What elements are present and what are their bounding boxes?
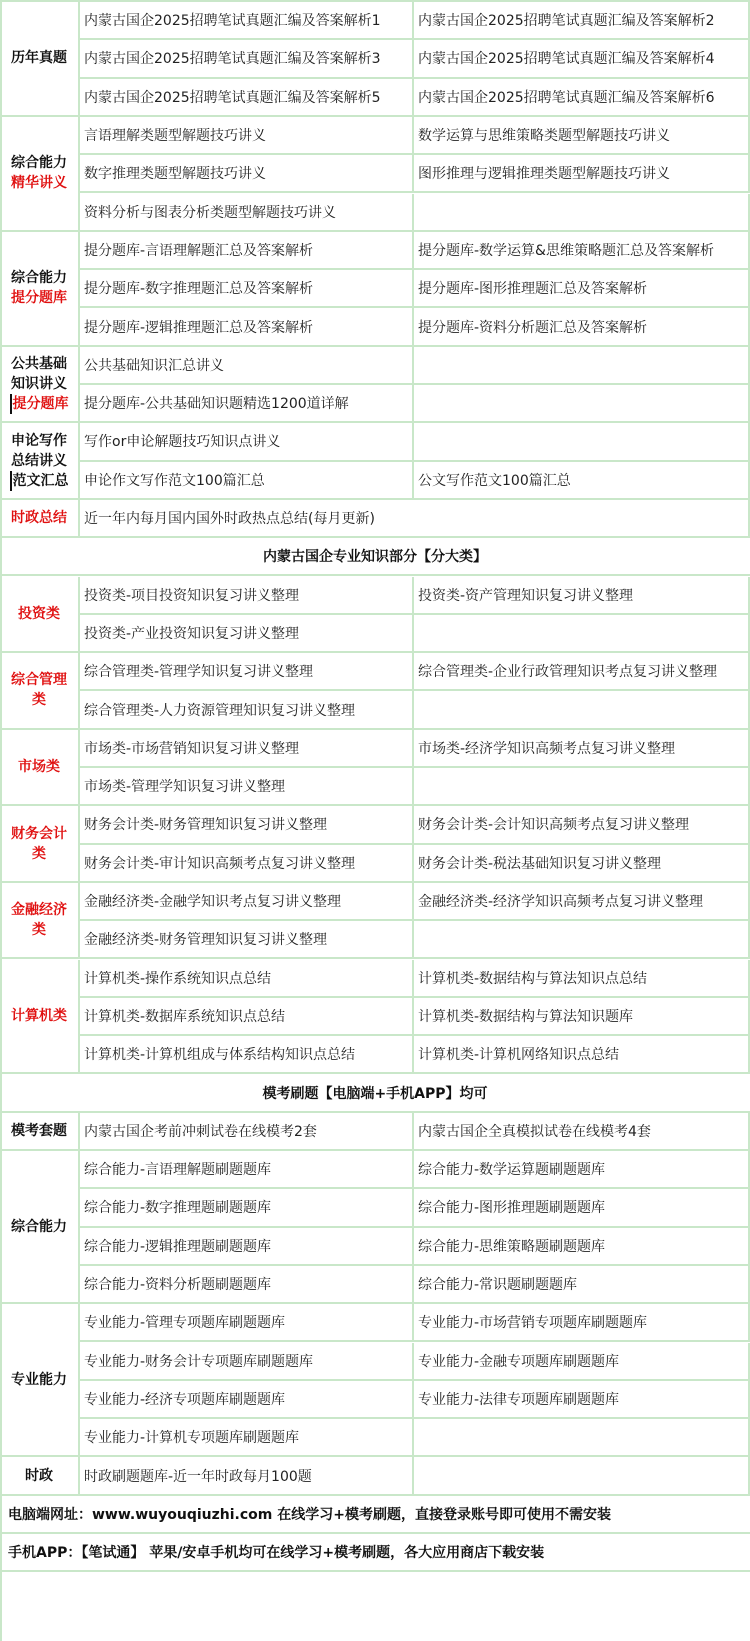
- resource-link-text: 金融经济类-经济学知识高频考点复习讲义整理: [418, 894, 704, 911]
- resource-link-text: 综合能力-数学运算题刷题题库: [418, 1162, 606, 1179]
- table-row: [0, 40, 750, 78]
- resource-link[interactable]: [414, 462, 750, 500]
- category-label-line: 类: [32, 922, 46, 939]
- resource-link[interactable]: [414, 1381, 750, 1419]
- resource-link-text: 内蒙古国企考前冲刺试卷在线模考2套: [84, 1123, 317, 1140]
- resource-link[interactable]: [80, 845, 414, 883]
- resource-link-text: 内蒙古国企2025招聘笔试真题汇编及答案解析5: [84, 89, 381, 106]
- empty-cell: [414, 768, 750, 806]
- table-row: [0, 1228, 750, 1266]
- table-row: [0, 1036, 750, 1074]
- resource-link-text: 财务会计类-审计知识高频考点复习讲义整理: [84, 855, 356, 872]
- resource-link[interactable]: [414, 806, 750, 844]
- section-title-professional: 内蒙古国企专业知识部分【分大类】: [0, 538, 750, 576]
- resource-link[interactable]: [414, 1036, 750, 1074]
- resource-link-text: 金融经济类-财务管理知识复习讲义整理: [84, 932, 328, 949]
- resource-link[interactable]: [80, 1343, 414, 1381]
- resource-link[interactable]: [414, 232, 750, 270]
- empty-cell: [414, 385, 750, 423]
- resource-link-text: 计算机类-数据库系统知识点总结: [84, 1008, 286, 1025]
- resource-link-text: 公共基础知识汇总讲义: [84, 357, 224, 374]
- table-row: [0, 1343, 750, 1381]
- empty-cell: [414, 1457, 750, 1495]
- resource-link-text: 提分题库-图形推理题汇总及答案解析: [418, 281, 648, 298]
- resource-link[interactable]: [80, 232, 414, 270]
- category-label-line: 类: [32, 845, 46, 862]
- resource-link[interactable]: [80, 730, 414, 768]
- resource-link-text: 内蒙古国企2025招聘笔试真题汇编及答案解析1: [84, 13, 381, 30]
- category-label-line: 金融经济: [11, 902, 67, 919]
- empty-cell: [414, 347, 750, 385]
- resource-link[interactable]: [80, 308, 414, 346]
- resource-link-text: 计算机类-数据结构与算法知识题库: [418, 1008, 634, 1025]
- category-label-line: 综合能力: [11, 155, 67, 172]
- resource-link[interactable]: [80, 79, 414, 117]
- category-label-line: 提分题库: [11, 290, 67, 307]
- resource-link[interactable]: [414, 1343, 750, 1381]
- resource-link[interactable]: [80, 1189, 414, 1227]
- resource-link[interactable]: [414, 1228, 750, 1266]
- table-row: [0, 730, 750, 768]
- resource-link[interactable]: [80, 1151, 414, 1189]
- table-row: [0, 347, 750, 385]
- resource-link-text: 计算机类-计算机组成与体系结构知识点总结: [84, 1047, 356, 1064]
- resource-link[interactable]: [80, 347, 414, 385]
- resource-link-text: 资料分析与图表分析类题型解题技巧讲义: [84, 204, 336, 221]
- resource-link[interactable]: [80, 1457, 414, 1495]
- table-row: [0, 960, 750, 998]
- table-row: [0, 270, 750, 308]
- category-label-line: 范文汇总: [10, 471, 69, 491]
- resource-link-text: 专业能力-财务会计专项题库刷题题库: [84, 1353, 314, 1370]
- resource-link[interactable]: [80, 1304, 414, 1342]
- resource-link-text: 投资类-项目投资知识复习讲义整理: [84, 587, 300, 604]
- category-label-line: 精华讲义: [11, 175, 67, 192]
- resource-link[interactable]: [414, 1266, 750, 1304]
- resource-link[interactable]: [414, 1304, 750, 1342]
- category-label-line: 类: [32, 692, 46, 709]
- resource-link-text: 专业能力-法律专项题库刷题题库: [418, 1391, 620, 1408]
- empty-cell: [414, 423, 750, 461]
- resource-link[interactable]: [414, 1151, 750, 1189]
- resource-link[interactable]: [414, 1113, 750, 1151]
- table-row: [0, 1189, 750, 1227]
- resource-link-text: 公文写作范文100篇汇总: [418, 472, 571, 489]
- resource-link[interactable]: [80, 2, 414, 40]
- resource-link[interactable]: [80, 1419, 414, 1457]
- resource-link[interactable]: [80, 500, 750, 538]
- resource-link-text: 综合能力-常识题刷题题库: [418, 1277, 578, 1294]
- table-row: [0, 768, 750, 806]
- resource-link-text: 专业能力-市场营销专项题库刷题题库: [418, 1315, 648, 1332]
- resource-link[interactable]: [80, 194, 414, 232]
- category-label-line: 时政: [25, 1467, 53, 1484]
- category-label-line: 专业能力: [11, 1371, 67, 1388]
- footer-app: 手机APP：【笔试通】 苹果/安卓手机均可在线学习+模考刷题，各大应用商店下载安装: [0, 1534, 750, 1572]
- table-row: [0, 845, 750, 883]
- category-label-line: 市场类: [18, 758, 60, 775]
- table-row: [0, 577, 750, 615]
- resource-link[interactable]: [80, 423, 414, 461]
- resource-link-text: 市场类-市场营销知识复习讲义整理: [84, 740, 300, 757]
- resource-link-text: 综合管理类-企业行政管理知识考点复习讲义整理: [418, 664, 718, 681]
- empty-cell: [414, 615, 750, 653]
- category-label-line: 财务会计: [11, 825, 67, 842]
- resource-link-text: 内蒙古国企2025招聘笔试真题汇编及答案解析3: [84, 51, 381, 68]
- resource-link[interactable]: [80, 462, 414, 500]
- resource-link-text: 市场类-管理学知识复习讲义整理: [84, 779, 286, 796]
- resource-link-text: 金融经济类-金融学知识考点复习讲义整理: [84, 894, 342, 911]
- category-label-line: 申论写作: [11, 432, 67, 449]
- empty-cell: [414, 691, 750, 729]
- category-label-line: 综合能力: [11, 1218, 67, 1235]
- resource-link[interactable]: [80, 155, 414, 193]
- resource-link-text: 近一年内每月国内国外时政热点总结(每月更新): [84, 511, 375, 528]
- resource-link-text: 提分题库-资料分析题汇总及答案解析: [418, 319, 648, 336]
- table-row: [0, 117, 750, 155]
- resource-link[interactable]: [80, 691, 414, 729]
- resource-link[interactable]: [80, 117, 414, 155]
- table-row: [0, 79, 750, 117]
- resource-link-text: 专业能力-经济专项题库刷题题库: [84, 1391, 286, 1408]
- table-row: [0, 921, 750, 959]
- table-row: [0, 998, 750, 1036]
- table-row: [0, 691, 750, 729]
- category-label-line: 综合管理: [11, 672, 67, 689]
- resource-link[interactable]: [80, 998, 414, 1036]
- resource-link-text: 提分题库-言语理解题汇总及答案解析: [84, 242, 314, 259]
- category-label-line: 公共基础: [11, 355, 67, 372]
- resource-link-text: 言语理解类题型解题技巧讲义: [84, 128, 266, 145]
- resource-link[interactable]: [80, 1381, 414, 1419]
- resource-link[interactable]: [414, 845, 750, 883]
- category-label-line: 综合能力: [11, 270, 67, 287]
- table-row: [0, 385, 750, 423]
- resource-link-text: 综合能力-言语理解题刷题题库: [84, 1162, 272, 1179]
- table-row: [0, 1457, 750, 1495]
- resource-link[interactable]: [414, 2, 750, 40]
- resource-link-text: 投资类-资产管理知识复习讲义整理: [418, 587, 634, 604]
- resource-link-text: 数学运算与思维策略类题型解题技巧讲义: [418, 128, 670, 145]
- resource-link-text: 综合能力-数字推理题刷题题库: [84, 1200, 272, 1217]
- resource-link-text: 提分题库-数字推理题汇总及答案解析: [84, 281, 314, 298]
- resource-link[interactable]: [80, 1113, 414, 1151]
- resource-link-text: 图形推理与逻辑推理类题型解题技巧讲义: [418, 166, 670, 183]
- resource-link[interactable]: [414, 117, 750, 155]
- resource-link-text: 内蒙古国企2025招聘笔试真题汇编及答案解析6: [418, 89, 715, 106]
- resource-link-text: 综合管理类-人力资源管理知识复习讲义整理: [84, 702, 356, 719]
- resource-link[interactable]: [414, 308, 750, 346]
- resource-link[interactable]: [80, 40, 414, 78]
- resource-link-text: 综合能力-思维策略题刷题题库: [418, 1238, 606, 1255]
- category-label-line: 知识讲义: [11, 375, 67, 392]
- table-row: [0, 653, 750, 691]
- resource-link[interactable]: [80, 960, 414, 998]
- resource-link-text: 提分题库-逻辑推理题汇总及答案解析: [84, 319, 314, 336]
- table-row: [0, 500, 750, 538]
- resource-link-text: 写作or申论解题技巧知识点讲义: [84, 434, 281, 451]
- section-title-mock-exam: 模考刷题【电脑端+手机APP】均可: [0, 1074, 750, 1112]
- resource-link-text: 内蒙古国企全真模拟试卷在线模考4套: [418, 1123, 651, 1140]
- table-row: [0, 1419, 750, 1457]
- resource-link[interactable]: [80, 385, 414, 423]
- resource-link[interactable]: [414, 155, 750, 193]
- resource-link[interactable]: [80, 1228, 414, 1266]
- resource-link[interactable]: [414, 730, 750, 768]
- table-row: [0, 232, 750, 270]
- resource-link[interactable]: [80, 883, 414, 921]
- resource-link-text: 内蒙古国企2025招聘笔试真题汇编及答案解析4: [418, 51, 715, 68]
- resource-link[interactable]: [414, 40, 750, 78]
- resource-link[interactable]: [80, 921, 414, 959]
- resource-link[interactable]: [80, 653, 414, 691]
- resource-link[interactable]: [80, 1036, 414, 1074]
- table-row: [0, 615, 750, 653]
- category-label-line: 总结讲义: [11, 452, 67, 469]
- table-row: [0, 2, 750, 40]
- resource-link-text: 专业能力-计算机专项题库刷题题库: [84, 1430, 300, 1447]
- resource-link-text: 专业能力-管理专项题库刷题题库: [84, 1315, 286, 1332]
- resource-link[interactable]: [80, 768, 414, 806]
- resource-link-text: 综合管理类-管理学知识复习讲义整理: [84, 664, 314, 681]
- resource-link[interactable]: [80, 270, 414, 308]
- resource-link-text: 财务会计类-财务管理知识复习讲义整理: [84, 817, 328, 834]
- resource-link[interactable]: [414, 998, 750, 1036]
- table-row: [0, 1151, 750, 1189]
- empty-cell: [414, 1419, 750, 1457]
- table-row: [0, 883, 750, 921]
- category-label-line: 时政总结: [11, 510, 67, 527]
- resource-link[interactable]: [80, 806, 414, 844]
- resource-link-text: 综合能力-图形推理题刷题题库: [418, 1200, 606, 1217]
- resource-link[interactable]: [80, 615, 414, 653]
- resource-link[interactable]: [80, 577, 414, 615]
- resource-link-text: 专业能力-金融专项题库刷题题库: [418, 1353, 620, 1370]
- resource-link[interactable]: [414, 1189, 750, 1227]
- resource-link-text: 数字推理类题型解题技巧讲义: [84, 166, 266, 183]
- resource-link-text: 综合能力-资料分析题刷题题库: [84, 1277, 272, 1294]
- table-row: [0, 1304, 750, 1342]
- resource-link-text: 内蒙古国企2025招聘笔试真题汇编及答案解析2: [418, 13, 715, 30]
- resource-link-text: 综合能力-逻辑推理题刷题题库: [84, 1238, 272, 1255]
- table-row: [0, 806, 750, 844]
- category-label-line: 计算机类: [11, 1007, 67, 1024]
- resource-link-text: 投资类-产业投资知识复习讲义整理: [84, 625, 300, 642]
- resource-link[interactable]: [414, 653, 750, 691]
- resource-link[interactable]: [414, 79, 750, 117]
- resource-link-text: 申论作文写作范文100篇汇总: [84, 472, 265, 489]
- resource-link[interactable]: [80, 1266, 414, 1304]
- table-row: [0, 155, 750, 193]
- table-row: [0, 194, 750, 232]
- resource-link-text: 计算机类-数据结构与算法知识点总结: [418, 970, 648, 987]
- resource-link-text: 市场类-经济学知识高频考点复习讲义整理: [418, 740, 676, 757]
- resource-link[interactable]: [414, 577, 750, 615]
- table-row: [0, 1381, 750, 1419]
- category-label-line: 提分题库: [10, 394, 69, 414]
- footer-website: 电脑端网址：www.wuyouqiuzhi.com 在线学习+模考刷题，直接登录账号即可使用不需安装: [0, 1496, 750, 1534]
- category-label-line: 历年真题: [11, 50, 67, 67]
- resource-link-text: 提分题库-数学运算&思维策略题汇总及答案解析: [418, 242, 714, 259]
- resource-link[interactable]: [414, 960, 750, 998]
- resource-link[interactable]: [414, 883, 750, 921]
- resource-link-text: 计算机类-计算机网络知识点总结: [418, 1047, 620, 1064]
- resource-link-text: 财务会计类-会计知识高频考点复习讲义整理: [418, 817, 690, 834]
- table-row: [0, 1266, 750, 1304]
- resource-link-text: 时政刷题题库-近一年时政每月100题: [84, 1468, 312, 1485]
- table-row: [0, 308, 750, 346]
- resource-link-text: 财务会计类-税法基础知识复习讲义整理: [418, 855, 662, 872]
- table-row: [0, 462, 750, 500]
- empty-cell: [414, 194, 750, 232]
- resource-link-text: 提分题库-公共基础知识题精选1200道详解: [84, 396, 349, 413]
- resource-link[interactable]: [414, 270, 750, 308]
- table-row: [0, 1113, 750, 1151]
- table-row: [0, 423, 750, 461]
- empty-cell: [414, 921, 750, 959]
- category-label-line: 投资类: [18, 605, 60, 622]
- resource-link-text: 计算机类-操作系统知识点总结: [84, 970, 272, 987]
- category-label-line: 模考套题: [11, 1122, 67, 1139]
